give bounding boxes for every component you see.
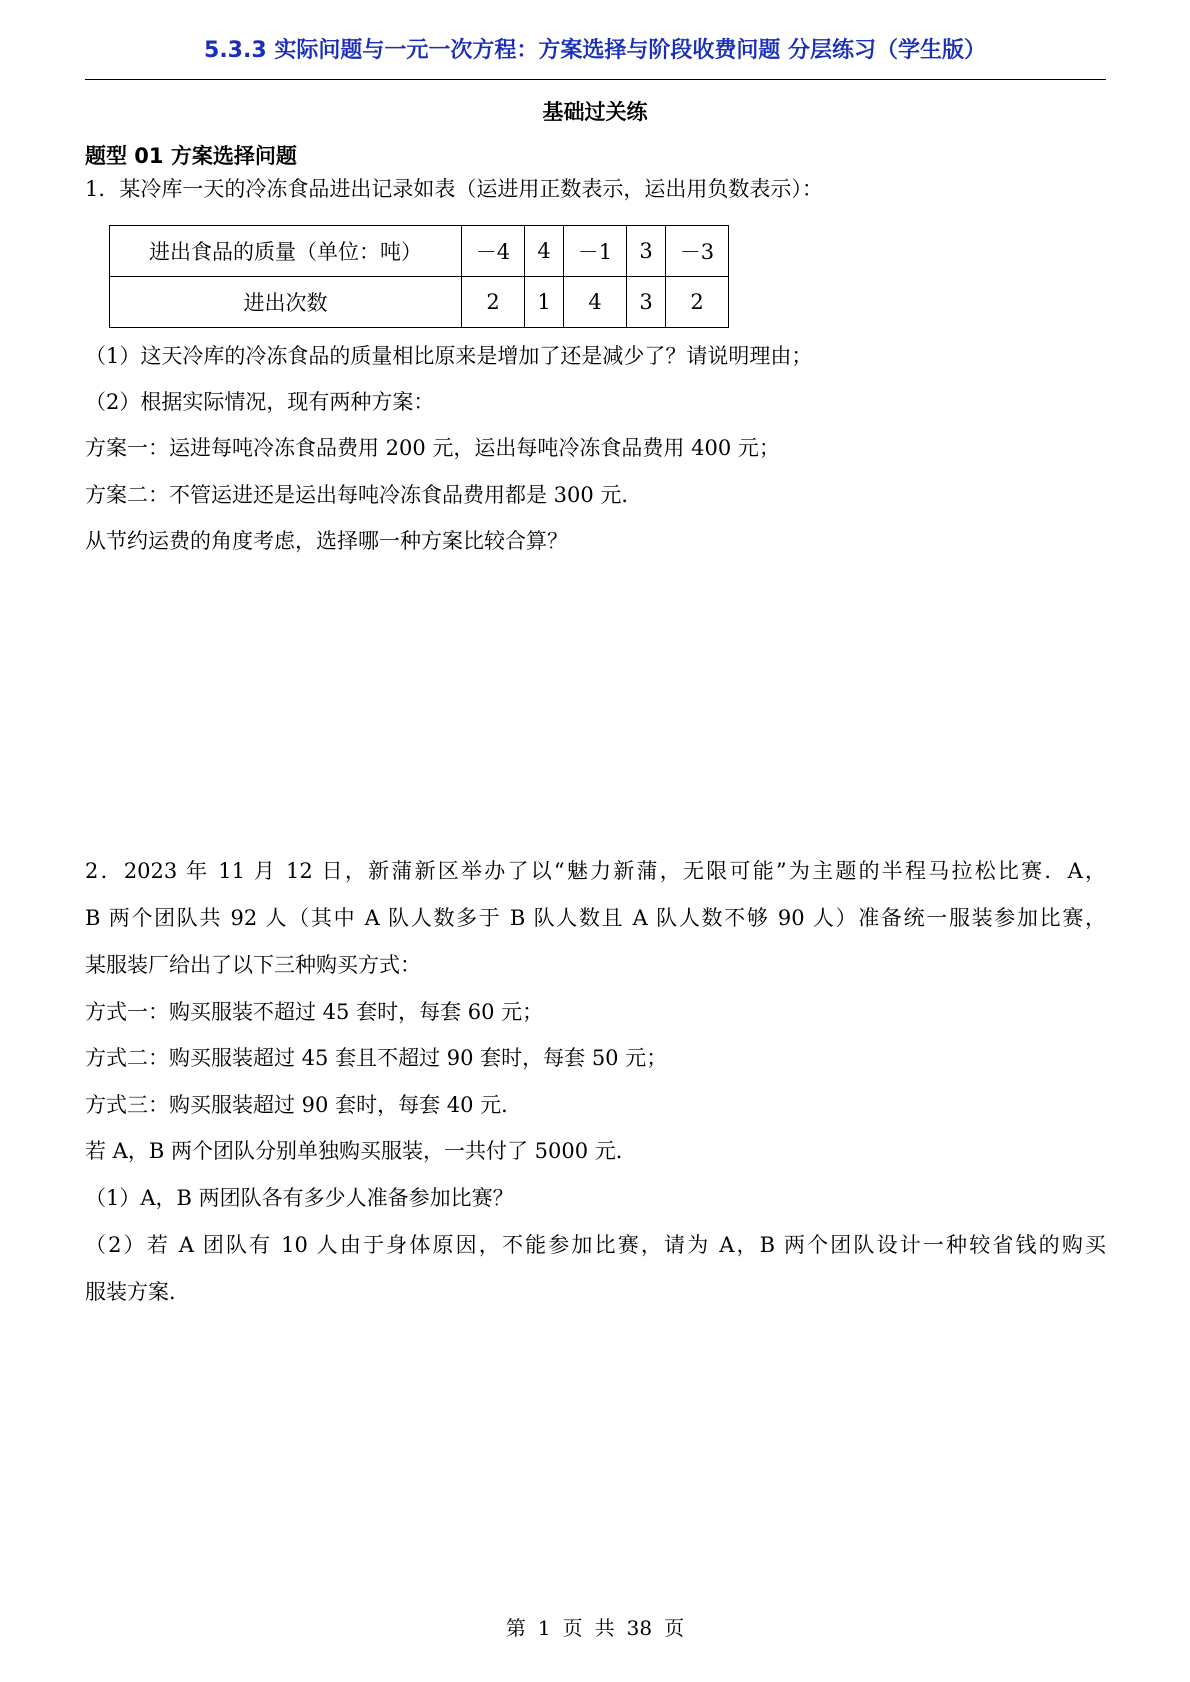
- table-cell: 2: [666, 277, 729, 328]
- q2-way3: 方式三：购买服装超过 90 套时，每套 40 元．: [85, 1093, 523, 1117]
- footer-total-unit: 页: [664, 1616, 685, 1640]
- table-cell: －3: [666, 226, 729, 277]
- footer-page-number: 1: [537, 1616, 551, 1640]
- question-type-heading: 题型 01 方案选择问题: [85, 144, 297, 168]
- q2-given: 若 A，B 两个团队分别单独购买服装，一共付了 5000 元．: [85, 1139, 637, 1163]
- q2-stem-line1: 2．2023 年 11 月 12 日，新蒲新区举办了以“魅力新蒲，无限可能”为主题的半程马拉松比赛．A，: [85, 859, 1106, 883]
- q2-way2: 方式二：购买服装超过 45 套且不超过 90 套时，每套 50 元；: [85, 1046, 668, 1070]
- q1-question: 从节约运费的角度考虑，选择哪一种方案比较合算？: [85, 529, 568, 553]
- table-row: [110, 226, 729, 277]
- table-row-header: 进出次数: [110, 277, 462, 328]
- table-cell: 4: [525, 226, 564, 277]
- footer-total-label: 共: [594, 1616, 615, 1640]
- table-cell: －4: [462, 226, 525, 277]
- document-title: 5.3.3 实际问题与一元一次方程：方案选择与阶段收费问题 分层练习（学生版）: [204, 38, 986, 63]
- q1-part1: （1）这天冷库的冷冻食品的质量相比原来是增加了还是减少了？请说明理由；: [85, 344, 813, 368]
- table-cell: 1: [525, 277, 564, 328]
- footer-page-unit: 页: [562, 1616, 583, 1640]
- q1-plan1: 方案一：运进每吨冷冻食品费用 200 元，运出每吨冷冻食品费用 400 元；: [85, 436, 780, 460]
- q1-stem: 1．某冷库一天的冷冻食品进出记录如表（运进用正数表示，运出用负数表示）：: [85, 177, 823, 201]
- table-cell: 3: [627, 226, 666, 277]
- table-cell: 4: [564, 277, 627, 328]
- q1-plan2: 方案二：不管运进还是运出每吨冷冻食品费用都是 300 元．: [85, 483, 643, 507]
- q2-part1: （1）A，B 两团队各有多少人准备参加比赛？: [85, 1186, 514, 1210]
- page-footer: [0, 1612, 1190, 1641]
- table-cell: 2: [462, 277, 525, 328]
- q2-stem-line2: B 两个团队共 92 人（其中 A 队人数多于 B 队人数且 A 队人数不够 90 人）准备统一服装参加比赛，: [85, 906, 1106, 930]
- q1-part2: （2）根据实际情况，现有两种方案：: [85, 390, 435, 414]
- section-title: 基础过关练: [542, 100, 648, 124]
- q2-part2-line1: （2）若 A 团队有 10 人由于身体原因，不能参加比赛，请为 A，B 两个团队设计一种较省钱的购买: [85, 1233, 1106, 1257]
- table-cell: －1: [564, 226, 627, 277]
- q1-records-table: [109, 225, 729, 328]
- q2-part2-line2: 服装方案．: [85, 1280, 190, 1304]
- footer-total-pages: 38: [626, 1616, 653, 1640]
- table-row: [110, 277, 729, 328]
- q2-way1: 方式一：购买服装不超过 45 套时，每套 60 元；: [85, 1000, 544, 1024]
- header-divider: [85, 79, 1106, 80]
- table-cell: 3: [627, 277, 666, 328]
- q2-stem-line3: 某服装厂给出了以下三种购买方式：: [85, 953, 421, 977]
- footer-page-label: 第: [505, 1616, 526, 1640]
- table-row-header: 进出食品的质量（单位：吨）: [110, 226, 462, 277]
